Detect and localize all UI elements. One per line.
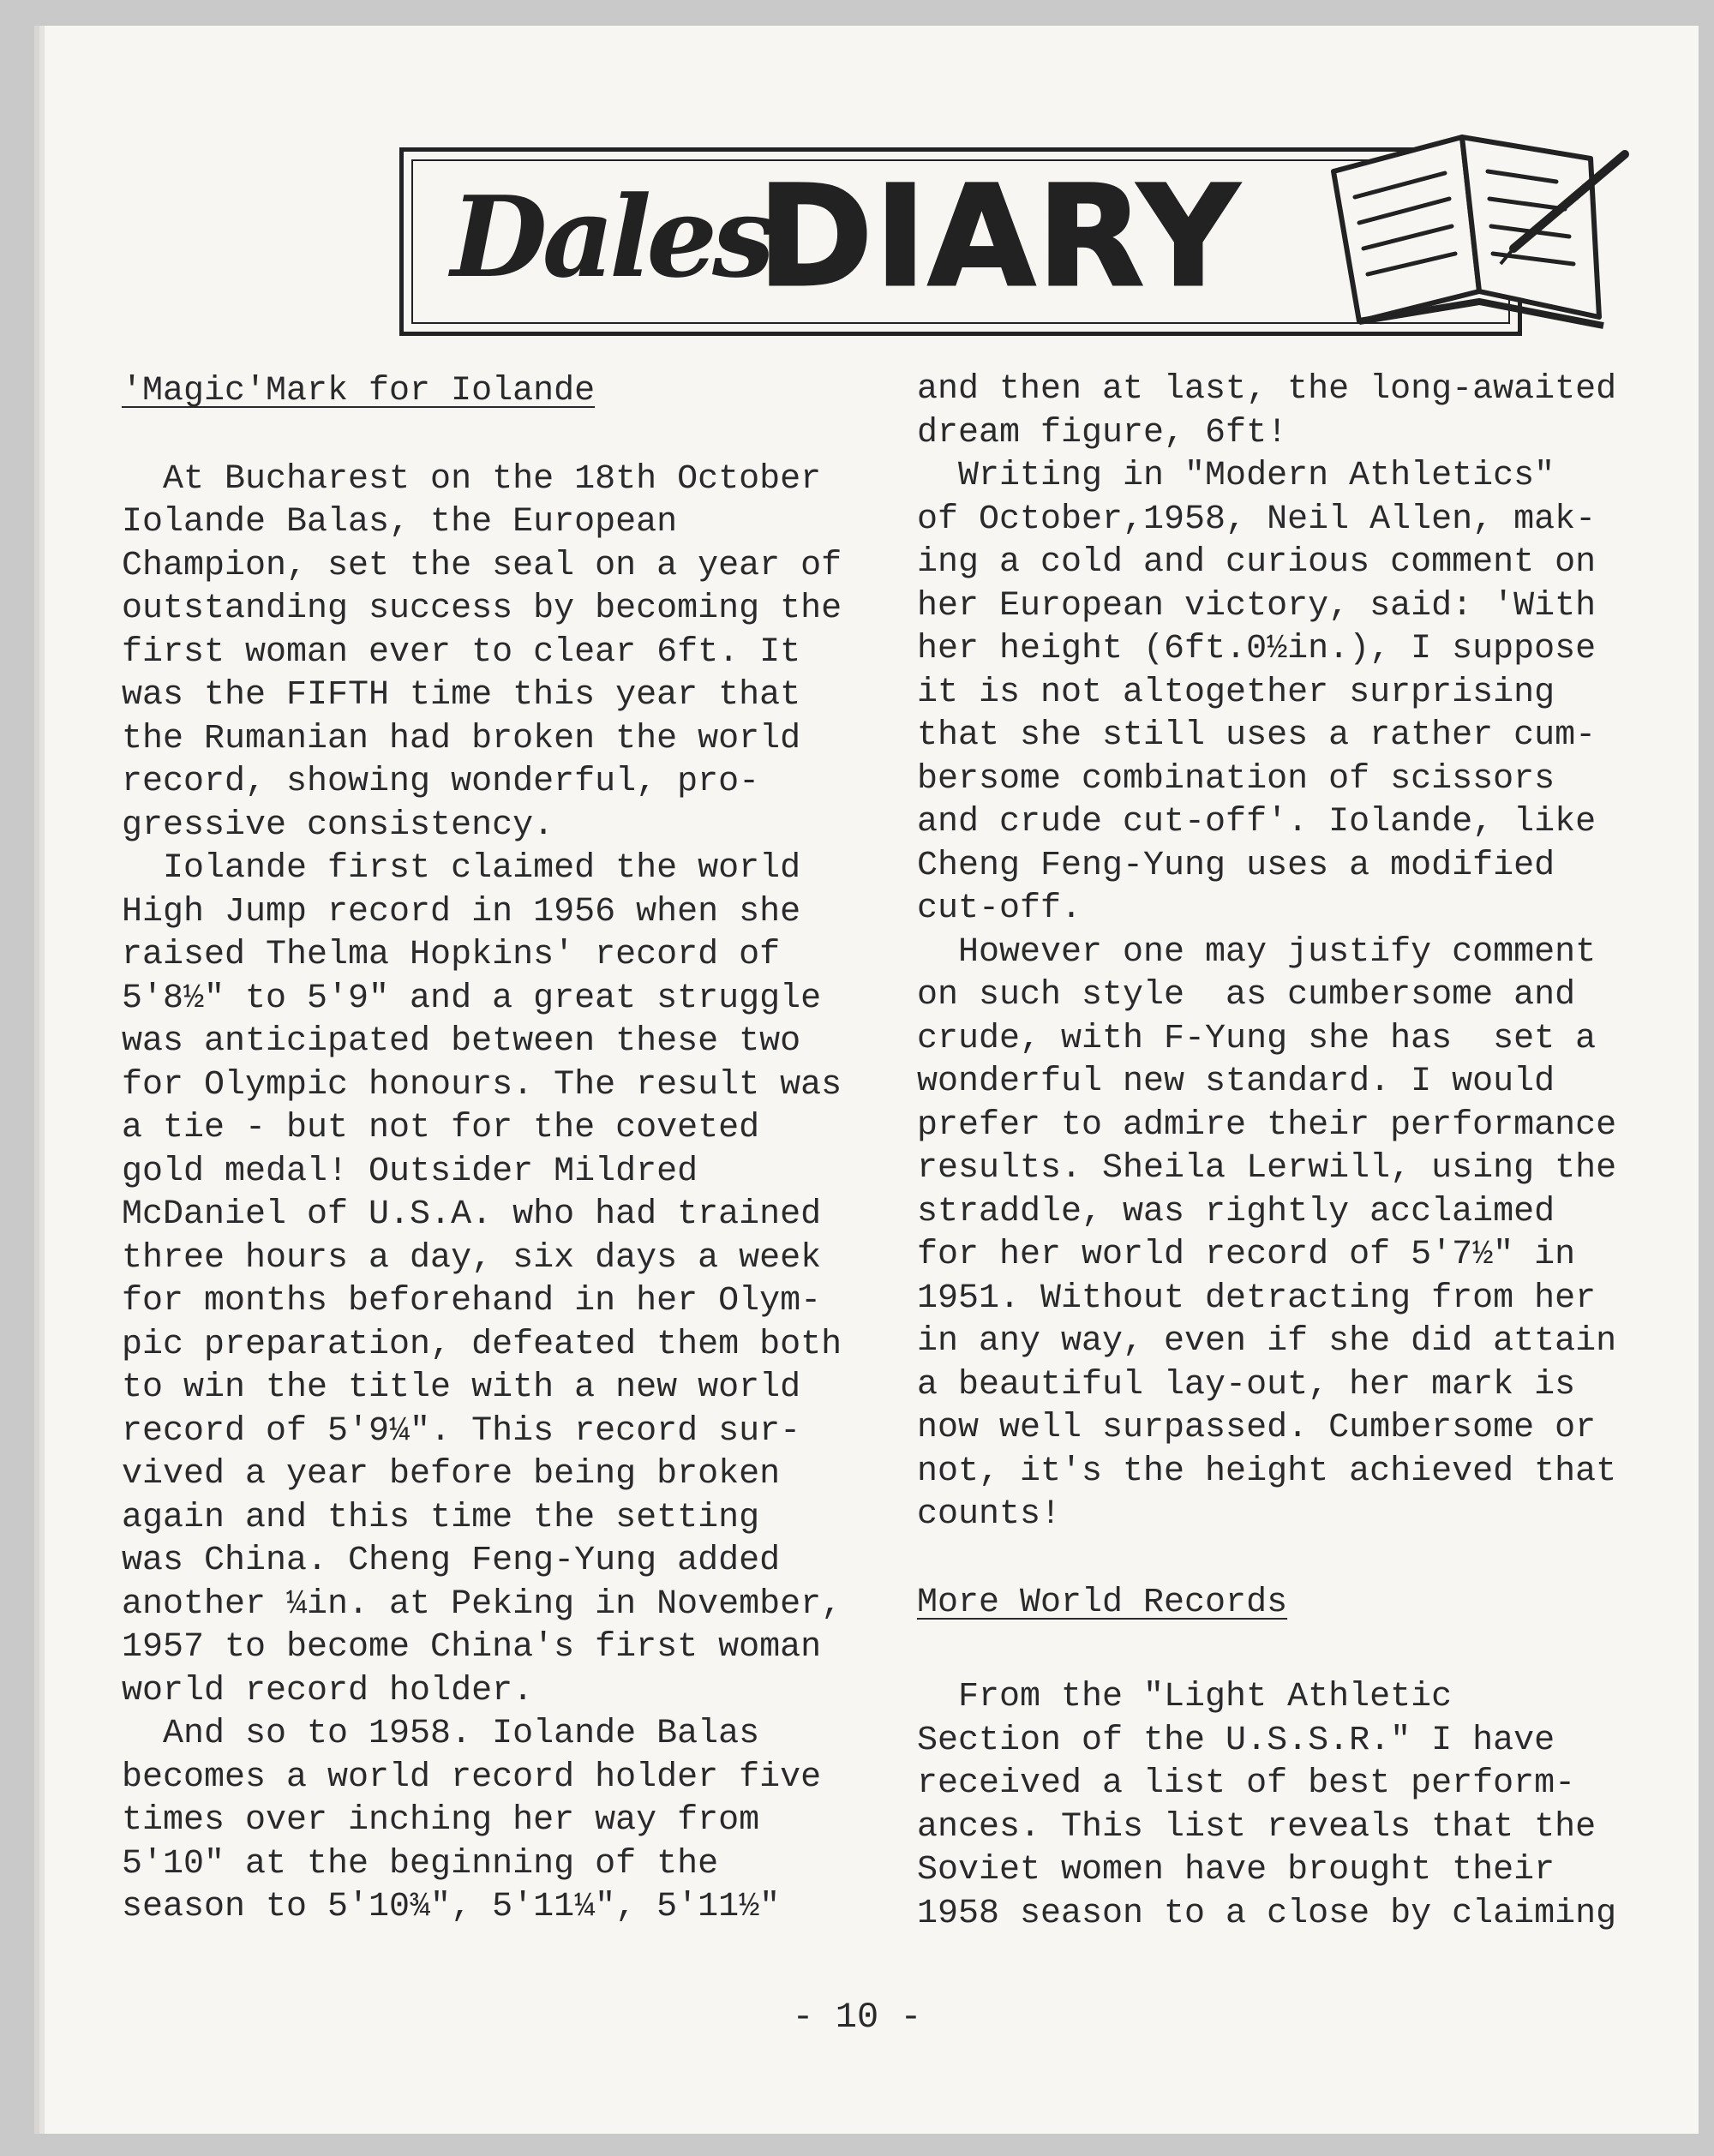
- text-line: first woman ever to clear 6ft. It: [122, 632, 801, 672]
- text-line: again and this time the setting: [122, 1498, 760, 1537]
- text-line: crude, with F-Yung she has set a: [917, 1019, 1597, 1058]
- text-line: that she still uses a rather cum-: [917, 716, 1597, 755]
- left-column: [122, 370, 893, 1930]
- text-line: the Rumanian had broken the world: [122, 719, 801, 758]
- article-heading-more-world-records: More World Records: [917, 1583, 1288, 1622]
- text-line: times over inching her way from: [122, 1801, 760, 1840]
- text-line: straddle, was rightly acclaimed: [917, 1192, 1555, 1231]
- text-line: world record holder.: [122, 1671, 534, 1710]
- text-line: for her world record of 5'7½" in: [917, 1236, 1576, 1274]
- text-line: cut-off.: [917, 889, 1082, 928]
- text-line: Writing in "Modern Athletics": [917, 457, 1555, 495]
- logo-block-text: DIARY: [758, 157, 1241, 318]
- text-line: record, showing wonderful, pro-: [122, 763, 760, 801]
- text-line: At Bucharest on the 18th October: [122, 459, 822, 499]
- text-line: Cheng Feng-Yung uses a modified: [917, 846, 1555, 885]
- text-line: And so to 1958. Iolande Balas: [122, 1715, 760, 1753]
- right-column: [917, 368, 1714, 1936]
- text-line: was anticipated between these two: [122, 1022, 801, 1061]
- text-line: gressive consistency.: [122, 806, 554, 845]
- text-line: record of 5'9¼". This record sur-: [122, 1411, 801, 1451]
- text-line: on such style as cumbersome and: [917, 976, 1576, 1015]
- text-line: it is not altogether surprising: [917, 673, 1555, 712]
- text-line: for months beforehand in her Olym-: [122, 1282, 822, 1321]
- text-line: 1951. Without detracting from her: [917, 1279, 1597, 1318]
- text-line: received a list of best perform-: [917, 1764, 1576, 1803]
- text-line: 1958 season to a close by claiming: [917, 1894, 1617, 1933]
- text-line: ing a cold and curious comment on: [917, 543, 1597, 582]
- text-line: gold medal! Outsider Mildred: [122, 1152, 698, 1191]
- text-line: counts!: [917, 1495, 1062, 1534]
- text-line: in any way, even if she did attain: [917, 1322, 1617, 1361]
- text-line: of October,1958, Neil Allen, mak-: [917, 500, 1597, 539]
- text-line: her height (6ft.0½in.), I suppose: [917, 630, 1597, 668]
- masthead: [399, 120, 1642, 338]
- text-line: raised Thelma Hopkins' record of: [122, 936, 781, 974]
- text-line: dream figure, 6ft!: [917, 413, 1288, 452]
- text-line: bersome combination of scissors: [917, 759, 1555, 799]
- text-line: becomes a world record holder five: [122, 1758, 822, 1797]
- text-line: McDaniel of U.S.A. who had trained: [122, 1195, 822, 1234]
- text-line: 5'10" at the beginning of the: [122, 1844, 719, 1884]
- logo-script-text: Dales: [451, 171, 770, 302]
- text-line: 5'8½" to 5'9" and a great struggle: [122, 979, 822, 1018]
- text-line: three hours a day, six days a week: [122, 1238, 822, 1278]
- text-line: Soviet women have brought their: [917, 1851, 1555, 1889]
- text-line: another ¼in. at Peking in November,: [122, 1584, 842, 1624]
- text-line: outstanding success by becoming the: [122, 590, 842, 628]
- text-line: Iolande first claimed the world: [122, 849, 801, 888]
- text-line: a beautiful lay-out, her mark is: [917, 1365, 1576, 1404]
- open-book-with-pen-icon: [1308, 120, 1633, 338]
- text-line: However one may justify comment: [917, 932, 1597, 972]
- text-line: was the FIFTH time this year that: [122, 676, 801, 715]
- text-line: prefer to admire their performance: [917, 1105, 1617, 1145]
- text-line: 1957 to become China's first woman: [122, 1628, 822, 1667]
- text-line: season to 5'10¾", 5'11¼", 5'11½": [122, 1888, 781, 1926]
- text-line: was China. Cheng Feng-Yung added: [122, 1542, 781, 1580]
- text-line: and then at last, the long-awaited: [917, 370, 1617, 409]
- text-line: for Olympic honours. The result was: [122, 1065, 842, 1105]
- article-heading-magic-mark: 'Magic'Mark for Iolande: [122, 372, 596, 410]
- text-line: and crude cut-off'. Iolande, like: [917, 803, 1597, 841]
- text-line: ances. This list reveals that the: [917, 1807, 1597, 1847]
- text-line: results. Sheila Lerwill, using the: [917, 1149, 1617, 1188]
- text-line: to win the title with a new world: [122, 1368, 801, 1407]
- page-number: - 10 -: [792, 1997, 922, 2038]
- text-line: pic preparation, defeated them both: [122, 1325, 842, 1364]
- text-line: her European victory, said: 'With: [917, 586, 1597, 626]
- text-line: Iolande Balas, the European: [122, 503, 678, 542]
- text-line: now well surpassed. Cumbersome or: [917, 1409, 1597, 1447]
- text-line: not, it's the height achieved that: [917, 1452, 1617, 1491]
- text-line: From the "Light Athletic: [917, 1678, 1453, 1716]
- text-line: Champion, set the seal on a year of: [122, 546, 842, 585]
- text-line: High Jump record in 1956 when she: [122, 892, 801, 931]
- text-line: Section of the U.S.S.R." I have: [917, 1721, 1555, 1760]
- text-line: a tie - but not for the coveted: [122, 1109, 760, 1147]
- text-line: wonderful new standard. I would: [917, 1063, 1555, 1101]
- text-line: vived a year before being broken: [122, 1455, 781, 1494]
